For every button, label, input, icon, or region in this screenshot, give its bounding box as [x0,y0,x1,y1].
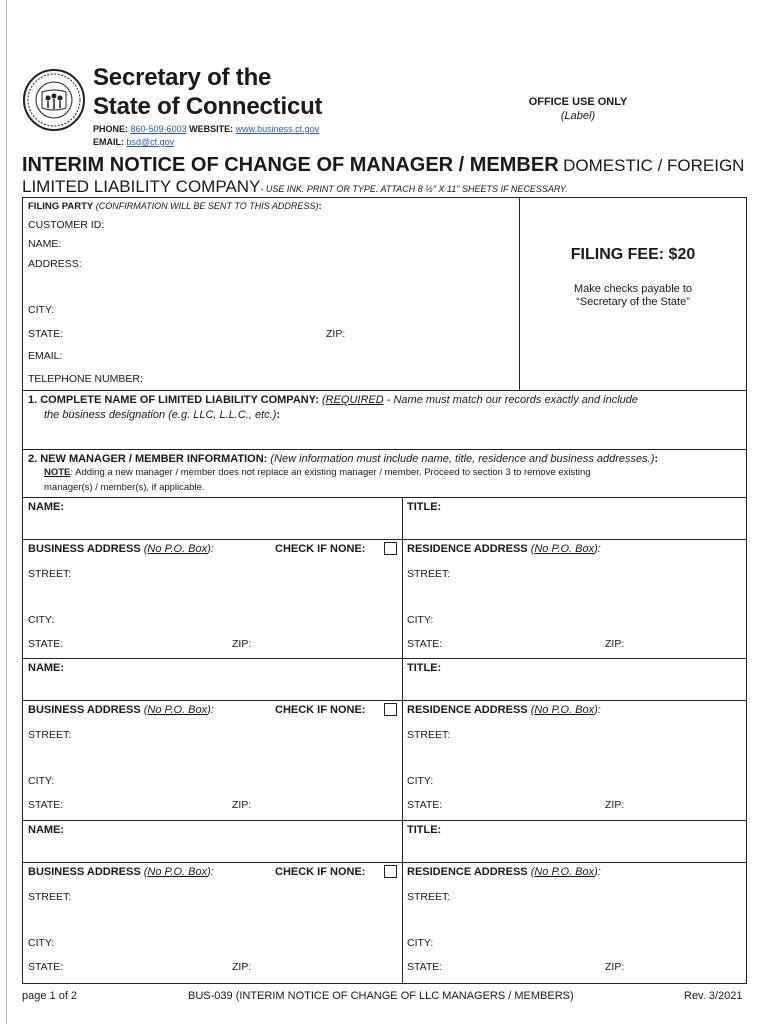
phone-link[interactable]: 860-509-6003 [130,124,187,134]
manager-3-residence-street-field[interactable]: STREET: [407,891,451,903]
revision: Rev. 3/2021 [684,990,743,1002]
manager-2-business-city-field[interactable]: CITY: [28,775,55,787]
website-label: WEBSITE: [189,124,234,134]
section1-required: REQUIRED [325,394,384,406]
manager-2-name-field[interactable]: NAME: [28,662,65,674]
no-po-box-note: No P.O. Box [534,866,595,878]
section1-open: ( [321,394,326,406]
manager-1-business-city-field[interactable]: CITY: [28,614,55,626]
org-name-line1: Secretary of the [93,64,272,91]
no-po-box-note: No P.O. Box [147,543,208,555]
contact-line-2 [93,137,174,147]
manager-1-residence-state-field[interactable]: STATE: [407,638,443,650]
payable-line-1: Make checks payable to [573,283,692,295]
filing-address-field[interactable]: ADDRESS: [28,258,82,270]
no-po-box-note: No P.O. Box [534,543,595,555]
filing-party-heading [28,201,322,212]
form-title [22,154,744,177]
manager-1-title-field[interactable]: TITLE: [407,501,442,513]
manager-3-business-street-field[interactable]: STREET: [28,891,72,903]
section2-heading-note: (New information must include name, title, residence and business addresses.) [270,453,655,465]
manager-2-business-street-field[interactable]: STREET: [28,729,72,741]
no-po-close: ): [207,866,214,878]
email-link[interactable]: bsd@ct.gov [126,137,175,147]
column-divider [402,658,403,820]
manager-2-residence-street-field[interactable]: STREET: [407,729,451,741]
no-po-close: ): [207,543,214,555]
office-use-heading: OFFICE USE ONLY [528,96,628,108]
manager-2-business-address-heading [28,704,214,716]
page-number: page 1 of 2 [22,990,78,1002]
divider [22,862,747,863]
manager-3-business-state-field[interactable]: STATE: [28,961,64,973]
filing-party-heading-text: FILING PARTY [28,201,94,212]
residence-address-label: RESIDENCE ADDRESS [407,866,528,878]
no-po-box-note: No P.O. Box [147,704,208,716]
contact-line-1 [93,124,319,134]
no-po-open: ( [530,543,535,555]
manager-2-residence-state-field[interactable]: STATE: [407,799,443,811]
filing-name-field[interactable]: NAME: [28,238,62,250]
manager-3-residence-zip-field[interactable]: ZIP: [605,961,625,973]
no-po-open: ( [143,543,148,555]
no-po-close: ): [207,704,214,716]
manager-3-title-field[interactable]: TITLE: [407,824,442,836]
section1-line2-end: : [276,409,281,421]
no-po-close: ): [594,866,601,878]
manager-3-business-address-heading [28,866,214,878]
residence-address-label: RESIDENCE ADDRESS [407,704,528,716]
manager-3-residence-city-field[interactable]: CITY: [407,937,434,949]
divider [22,497,747,498]
no-po-open: ( [143,866,148,878]
manager-2-check-if-none-label: CHECK IF NONE: [275,704,366,716]
manager-1-business-state-field[interactable]: STATE: [28,638,64,650]
manager-3-name-field[interactable]: NAME: [28,824,65,836]
section1-line2-text: the business designation (e.g. LLC, L.L.C., etc.) [44,409,277,421]
filing-party-colon: : [318,201,322,212]
divider [22,539,747,540]
no-po-open: ( [530,866,535,878]
divider [22,820,747,821]
manager-1-residence-address-heading [407,543,601,555]
manager-3-check-if-none-label: CHECK IF NONE: [275,866,366,878]
business-address-label: BUSINESS ADDRESS [28,543,141,555]
filing-city-field[interactable]: CITY: [28,304,55,316]
org-name-line2: State of Connecticut [93,93,323,120]
filing-telephone-field[interactable]: TELEPHONE NUMBER: [28,373,143,385]
filing-party-note: (CONFIRMATION WILL BE SENT TO THIS ADDRESS) [95,201,319,211]
divider [22,700,747,701]
manager-1-residence-city-field[interactable]: CITY: [407,614,434,626]
manager-1-business-street-field[interactable]: STREET: [28,568,72,580]
form-title-main: INTERIM NOTICE OF CHANGE OF MANAGER / MEMBER [22,154,559,176]
manager-3-business-city-field[interactable]: CITY: [28,937,55,949]
section2-note-text: : Adding a new manager / member does not replace an existing manager / member. Proceed to section 3 to remove existing [70,467,591,478]
manager-3-residence-address-heading [407,866,601,878]
office-use-label: (Label) [560,110,596,122]
manager-3-business-zip-field[interactable]: ZIP: [232,961,252,973]
column-divider [402,497,403,658]
no-po-close: ): [594,543,601,555]
page-edge-rule [6,0,7,1024]
filing-fee: FILING FEE: $20 [570,246,696,263]
email-label: EMAIL: [93,137,124,147]
section2-note [44,467,591,478]
manager-2-business-state-field[interactable]: STATE: [28,799,64,811]
form-subtitle-text: LIMITED LIABILITY COMPANY [22,177,261,196]
no-po-open: ( [143,704,148,716]
form-subtitle [22,177,568,197]
manager-3-residence-state-field[interactable]: STATE: [407,961,443,973]
divider [22,658,747,659]
manager-1-name-field[interactable]: NAME: [28,501,65,513]
manager-1-business-zip-field[interactable]: ZIP: [232,638,252,650]
state-seal-icon [22,68,86,132]
manager-2-residence-city-field[interactable]: CITY: [407,775,434,787]
manager-1-residence-street-field[interactable]: STREET: [407,568,451,580]
filing-email-field[interactable]: EMAIL: [28,350,63,362]
website-link[interactable]: www.business.ct.gov [235,124,320,134]
manager-3-none-checkbox[interactable] [384,865,397,878]
residence-address-label: RESIDENCE ADDRESS [407,543,528,555]
section1-heading-text: 1. COMPLETE NAME OF LIMITED LIABILITY COMPANY: [28,394,319,406]
column-divider [402,820,403,984]
payable-line-2: “Secretary of the State” [576,296,690,308]
divider [22,390,747,391]
section2-heading [28,453,658,465]
no-po-close: ): [594,704,601,716]
manager-2-business-zip-field[interactable]: ZIP: [232,799,252,811]
manager-2-none-checkbox[interactable] [384,703,397,716]
no-po-box-note: No P.O. Box [147,866,208,878]
business-address-label: BUSINESS ADDRESS [28,704,141,716]
filing-state-field[interactable]: STATE: [28,328,64,340]
manager-1-none-checkbox[interactable] [384,542,397,555]
section2-heading-text: 2. NEW MANAGER / MEMBER INFORMATION: [28,453,268,465]
section2-heading-end: : [654,453,659,465]
section1-line2 [44,409,280,421]
no-po-box-note: No P.O. Box [534,704,595,716]
manager-2-residence-address-heading [407,704,601,716]
phone-label: PHONE: [93,124,129,134]
divider [22,449,747,450]
section1-heading [28,394,638,406]
section2-note-line2: manager(s) / member(s), if applicable. [44,482,205,493]
manager-2-title-field[interactable]: TITLE: [407,662,442,674]
filing-zip-field[interactable]: ZIP: [326,328,346,340]
customer-id-field[interactable]: CUSTOMER ID: [28,219,105,231]
section2-note-label: NOTE [44,467,71,478]
manager-2-residence-zip-field[interactable]: ZIP: [605,799,625,811]
section1-note: - Name must match our records exactly and include [383,394,639,406]
form-title-suffix: DOMESTIC / FOREIGN [563,156,745,175]
manager-1-check-if-none-label: CHECK IF NONE: [275,543,366,555]
form-id: BUS-039 (INTERIM NOTICE OF CHANGE OF LLC MANAGERS / MEMBERS) [188,990,574,1002]
form-instructions: - USE INK. PRINT OR TYPE. ATTACH 8 ½" X 11" SHEETS IF NECESSARY. [260,184,568,194]
manager-1-residence-zip-field[interactable]: ZIP: [605,638,625,650]
manager-1-business-address-heading [28,543,214,555]
no-po-open: ( [530,704,535,716]
business-address-label: BUSINESS ADDRESS [28,866,141,878]
